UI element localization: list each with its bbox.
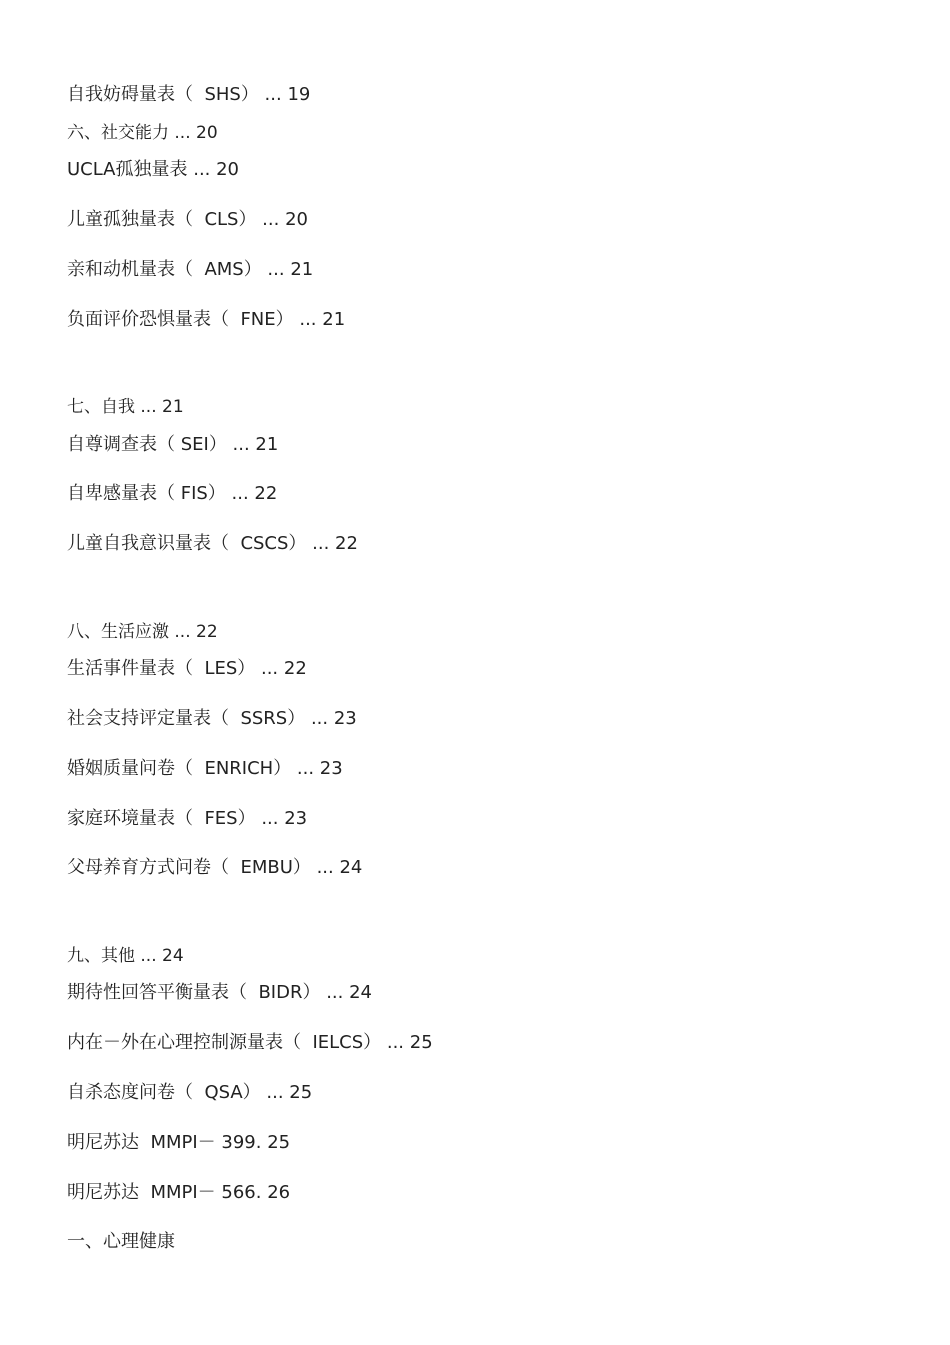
toc-entry-ielcs: 内在－外在心理控制源量表（ IELCS） ... 25 <box>67 1032 433 1053</box>
toc-entry-bidr: 期待性回答平衡量表（ BIDR） ... 24 <box>67 982 372 1003</box>
toc-section-self: 七、自我 ... 21 <box>67 397 184 417</box>
toc-entry-shs: 自我妨碍量表（ SHS） ... 19 <box>67 84 311 105</box>
toc-entry-les: 生活事件量表（ LES） ... 22 <box>67 658 307 679</box>
toc-entry-qsa: 自杀态度问卷（ QSA） ... 25 <box>67 1082 313 1103</box>
section-heading-mental-health: 一、心理健康 <box>67 1231 175 1252</box>
toc-section-other: 九、其他 ... 24 <box>67 946 184 966</box>
toc-entry-fis: 自卑感量表（ FIS） ... 22 <box>67 483 278 504</box>
toc-section-social-ability: 六、社交能力 ... 20 <box>67 123 218 143</box>
toc-entry-fne: 负面评价恐惧量表（ FNE） ... 21 <box>67 309 346 330</box>
toc-entry-ams: 亲和动机量表（ AMS） ... 21 <box>67 259 314 280</box>
toc-section-life-stress: 八、生活应激 ... 22 <box>67 622 218 642</box>
toc-entry-mmpi-566: 明尼苏达 MMPI－ 566. 26 <box>67 1182 291 1203</box>
toc-entry-fes: 家庭环境量表（ FES） ... 23 <box>67 808 308 829</box>
toc-entry-ssrs: 社会支持评定量表（ SSRS） ... 23 <box>67 708 357 729</box>
toc-entry-mmpi-399: 明尼苏达 MMPI－ 399. 25 <box>67 1132 291 1153</box>
toc-entry-ucla: UCLA孤独量表 ... 20 <box>67 159 240 180</box>
toc-entry-cscs: 儿童自我意识量表（ CSCS） ... 22 <box>67 533 358 554</box>
toc-entry-enrich: 婚姻质量问卷（ ENRICH） ... 23 <box>67 758 343 779</box>
toc-entry-cls: 儿童孤独量表（ CLS） ... 20 <box>67 209 308 230</box>
toc-entry-embu: 父母养育方式问卷（ EMBU） ... 24 <box>67 857 363 878</box>
toc-entry-sei: 自尊调查表（ SEI） ... 21 <box>67 434 279 455</box>
